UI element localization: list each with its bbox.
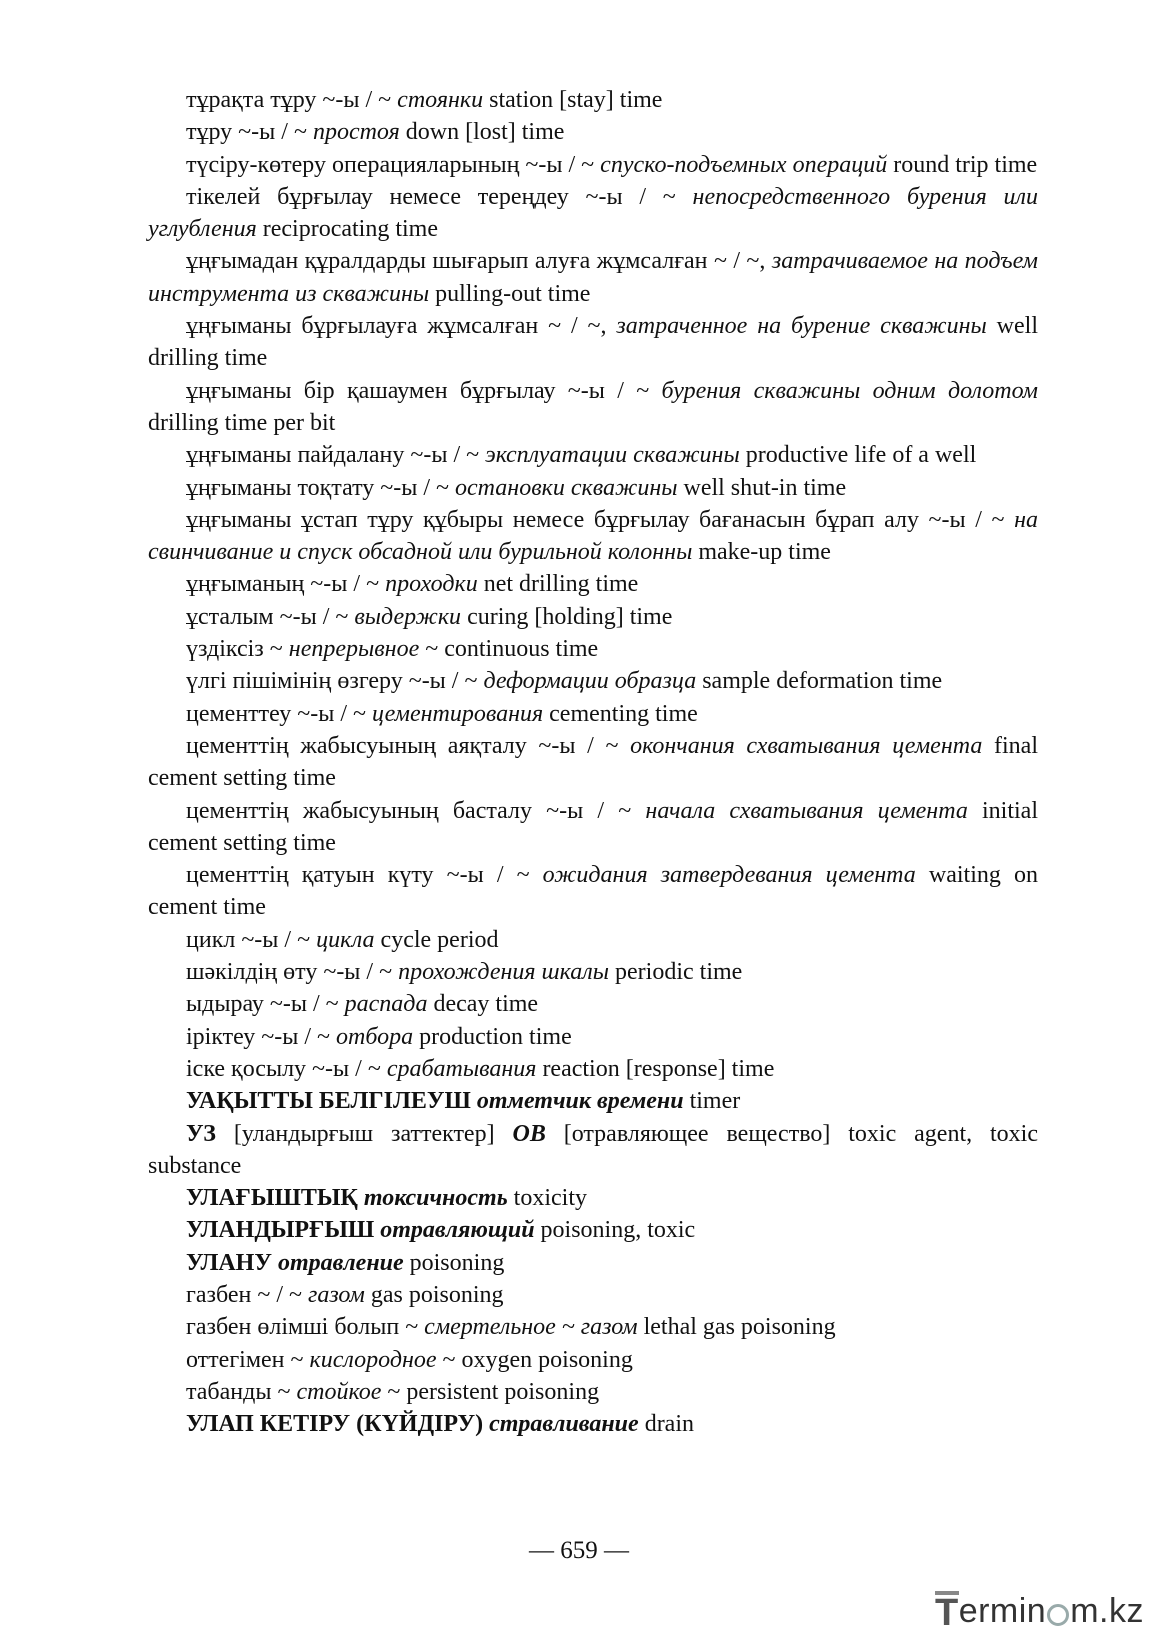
- headword-entry: УЛАҒЫШТЫҚ токсичность toxicity: [186, 1185, 587, 1212]
- headword-entry: УЛАП КЕТІРУ (КҮЙДІРУ) стравливание drain: [186, 1411, 694, 1438]
- page-number: — 659 —: [529, 1537, 629, 1564]
- watermark-t: T: [934, 1592, 959, 1634]
- headword-entry: УАҚЫТТЫ БЕЛГІЛЕУШ отметчик времени timer: [186, 1088, 741, 1115]
- watermark-text-2: m.kz: [1070, 1591, 1144, 1630]
- entry: тікелей бұрғылау немесе тереңдеу ~-ы / ~ непосредственного бурения или углубления reciprocating time: [148, 183, 1039, 243]
- entry: газбен ~ / ~ газом gas poisoning: [186, 1281, 504, 1308]
- entry: тұру ~-ы / ~ простоя down [lost] time: [186, 119, 565, 146]
- entry: цементтің қатуын күту ~-ы / ~ ожидания затвердевания цемента waiting on cement time: [148, 862, 1038, 921]
- entry: ұңғыманы ұстап тұру құбыры немесе бұрғылау бағанасын бұрап алу ~-ы / ~ на свинчивание и спуск обсадной или бурильной колонны make-up time: [148, 506, 1038, 566]
- entry: ұңғымадан құралдарды шығарып алуға жұмсалған ~ / ~, затрачиваемое на подъем инструмента из скважины pulling-out time: [148, 248, 1039, 307]
- entry: тұрақта тұру ~-ы / ~ стоянки station [stay] time: [186, 87, 663, 113]
- entry: цикл ~-ы / ~ цикла cycle period: [186, 926, 499, 953]
- entry: табанды ~ стойкое ~ persistent poisoning: [186, 1378, 600, 1405]
- entry: цементтің жабысуының басталу ~-ы / ~ начала схватывания цемента initial cement setting time: [148, 797, 1039, 856]
- site-watermark: [934, 1591, 1144, 1634]
- entry: шәкілдің өту ~-ы / ~ прохождения шкалы periodic time: [186, 959, 743, 986]
- entry: үздіксіз ~ непрерывное ~ continuous time: [186, 636, 599, 663]
- entry: ұсталым ~-ы / ~ выдержки curing [holding] time: [186, 603, 673, 630]
- entry: іріктеу ~-ы / ~ отбора production time: [186, 1023, 572, 1050]
- dictionary-text: [148, 84, 1038, 1440]
- entry: түсіру-көтеру операцияларының ~-ы / ~ спуско-подъемных операций round trip time: [186, 151, 1038, 178]
- entry: ұңғыманы пайдалану ~-ы / ~ эксплуатации скважины productive life of a well: [186, 442, 977, 469]
- entry: ұңғыманы бұрғылауға жұмсалған ~ / ~, затраченное на бурение скважины well drilling time: [148, 313, 1038, 372]
- watermark-text-1: ermin: [958, 1591, 1047, 1630]
- entry: іске қосылу ~-ы / ~ срабатывания reaction [response] time: [186, 1055, 775, 1082]
- magnifier-icon: [1047, 1604, 1069, 1626]
- entry: цементтің жабысуының аяқталу ~-ы / ~ окончания схватывания цемента final cement setting time: [148, 732, 1038, 792]
- entry: цементтеу ~-ы / ~ цементирования cementing time: [186, 700, 698, 727]
- entry: газбен өлімші болып ~ смертельное ~ газом lethal gas poisoning: [186, 1314, 836, 1341]
- entry: ұңғыманы тоқтату ~-ы / ~ остановки скважины well shut-in time: [186, 474, 847, 501]
- entry: ұңғыманы бір қашаумен бұрғылау ~-ы / ~ бурения скважины одним долотом drilling time per bit: [148, 377, 1038, 436]
- entry: оттегімен ~ кислородное ~ oxygen poisoning: [186, 1346, 633, 1373]
- headword-entry: УЗ [уландырғыш заттектер] ОВ [отравляющее вещество] toxic agent, toxic substance: [148, 1120, 1038, 1179]
- headword-entry: УЛАНДЫРҒЫШ отравляющий poisoning, toxic: [186, 1217, 696, 1244]
- entry: ұңғыманың ~-ы / ~ проходки net drilling time: [186, 571, 639, 598]
- headword-entry: УЛАНУ отравление poisoning: [186, 1249, 505, 1276]
- entry: үлгі пішімінің өзгеру ~-ы / ~ деформации образца sample deformation time: [186, 668, 943, 695]
- entry: ыдырау ~-ы / ~ распада decay time: [186, 991, 539, 1018]
